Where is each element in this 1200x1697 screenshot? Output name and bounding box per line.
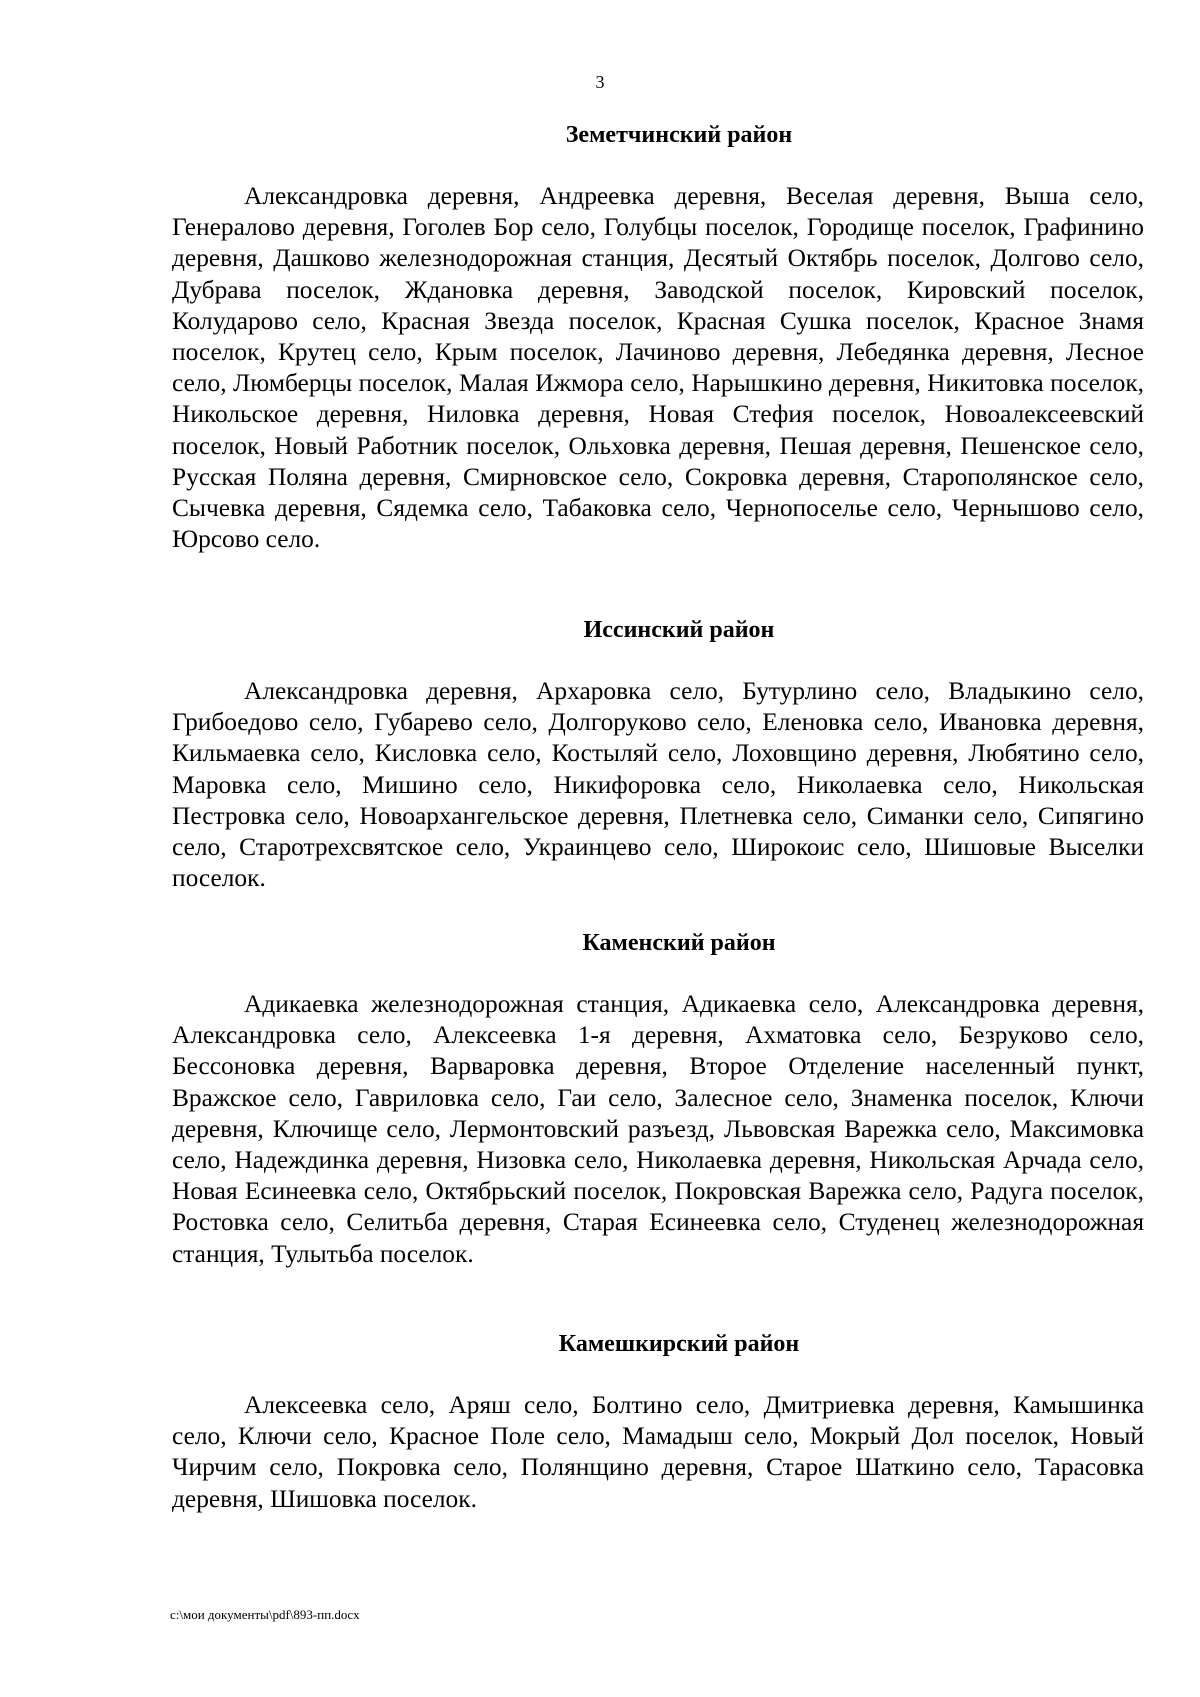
section-title: Каменский район bbox=[582, 930, 776, 956]
section-title: Земетчинский район bbox=[565, 122, 793, 148]
page-number: 3 bbox=[595, 72, 605, 92]
section-title: Иссинский район bbox=[583, 617, 775, 643]
section-zemetchinsky bbox=[172, 121, 1144, 555]
file-path-footer: c:\мои документы\pdf\893-пп.docx bbox=[170, 1607, 360, 1622]
section-title: Камешкирский район bbox=[558, 1331, 800, 1357]
section-kamensky bbox=[172, 929, 1144, 1270]
section-body: Александровка деревня, Андреевка деревня, Веселая деревня, Выша село, Генералово деревня, Гоголев Бор село, Голубцы поселок, Городище поселок, Графинино деревня, Дашково железнодорожная станция, Десятый Октябрь поселок, Долгово село, Дубрава поселок, Ждановка деревня, Заводской поселок, Кировский поселок, Колударово село, Красная Звезда поселок, Красная Сушка поселок, Красное Знамя поселок, Крутец село, Крым поселок, Лачиново деревня, Лебедянка деревня, Лесное село, Люмберцы поселок, Малая Ижмора село, Нарышкино деревня, Никитовка поселок, Никольское деревня, Ниловка деревня, Новая Стефия поселок, Новоалексеевский поселок, Новый Работник поселок, Ольховка деревня, Пешая деревня, Пешенское село, Русская Поляна деревня, Смирновское село, Сокровка деревня, Старополянское село, Сычевка деревня, Сядемка село, Табаковка село, Чернопоселье село, Чернышово село, Юрсово село. bbox=[172, 182, 1144, 554]
section-body: Алексеевка село, Аряш село, Болтино село, Дмитриевка деревня, Камышинка село, Ключи село, Красное Поле село, Мамадыш село, Мокрый Дол поселок, Новый Чирчим село, Покровка село, Полянщино деревня, Старое Шаткино село, Тарасовка деревня, Шишовка поселок. bbox=[172, 1391, 1144, 1513]
section-kameshkirsky bbox=[172, 1330, 1144, 1515]
section-issinsky bbox=[172, 616, 1144, 894]
section-body: Александровка деревня, Архаровка село, Бутурлино село, Владыкино село, Грибоедово село, Губарево село, Долгоруково село, Еленовка село, Ивановка деревня, Кильмаевка село, Кисловка село, Костыляй село, Лоховщино деревня, Любятино село, Маровка село, Мишино село, Никифоровка село, Николаевка село, Никольская Пестровка село, Новоархангельское деревня, Плетневка село, Симанки село, Сипягино село, Старотрехсвятское село, Украинцево село, Широкоис село, Шишовые Выселки поселок. bbox=[172, 677, 1144, 893]
section-body: Адикаевка железнодорожная станция, Адикаевка село, Александровка деревня, Александровка село, Алексеевка 1-я деревня, Ахматовка село, Безруково село, Бессоновка деревня, Варваровка деревня, Второе Отделение населенный пункт, Вражское село, Гавриловка село, Гаи село, Залесное село, Знаменка поселок, Ключи деревня, Ключище село, Лермонтовский разъезд, Львовская Варежка село, Максимовка село, Надеждинка деревня, Низовка село, Николаевка деревня, Никольская Арчада село, Новая Есинеевка село, Октябрьский поселок, Покровская Варежка село, Радуга поселок, Ростовка село, Селитьба деревня, Старая Есинеевка село, Студенец железнодорожная станция, Тулытьба поселок. bbox=[172, 990, 1144, 1268]
